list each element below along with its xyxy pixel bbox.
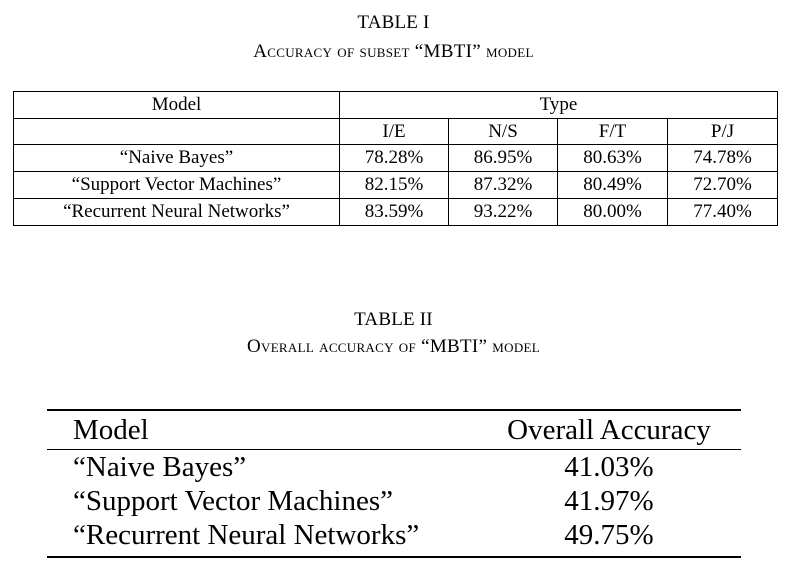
table2-header-accuracy: Overall Accuracy (477, 410, 741, 450)
table1-value-cell: 80.00% (558, 199, 668, 226)
table-row (14, 145, 778, 172)
table1-model-cell: “Naive Bayes” (14, 145, 340, 172)
table2 (47, 409, 741, 558)
table1-header-type: Type (340, 92, 778, 119)
table1-subheader-ie: I/E (340, 119, 449, 145)
table-row (47, 484, 741, 518)
table1-value-cell: 80.63% (558, 145, 668, 172)
table-row (14, 199, 778, 226)
table2-model-cell: “Naive Bayes” (73, 451, 247, 483)
table2-caption: Overall accuracy of “MBTI” model (246, 336, 541, 357)
table1-number: TABLE I (357, 12, 430, 33)
table1-subheader-ns: N/S (449, 119, 558, 145)
table-row (14, 172, 778, 199)
table1-value-cell: 82.15% (340, 172, 449, 199)
table1-value-cell: 77.40% (668, 199, 778, 226)
table2-accuracy-cell: 41.97% (564, 485, 654, 517)
table1-subheader-pj: P/J (668, 119, 778, 145)
table1-header-row (14, 92, 778, 119)
table1-value-cell: 74.78% (668, 145, 778, 172)
table1-subheader-row (14, 119, 778, 145)
table2-accuracy-cell: 49.75% (477, 518, 741, 557)
table1-value-cell: 78.28% (340, 145, 449, 172)
table2-accuracy-cell: 41.03% (564, 451, 654, 483)
table1-value-cell: 87.32% (449, 172, 558, 199)
table1-value-cell: 80.49% (558, 172, 668, 199)
table1-value-cell: 72.70% (668, 172, 778, 199)
table-row (47, 518, 741, 557)
table1-value-cell: 86.95% (449, 145, 558, 172)
table1-caption: Accuracy of subset “MBTI” model (253, 41, 534, 62)
table1 (13, 91, 778, 226)
table2-number: TABLE II (354, 309, 433, 330)
table-row (47, 450, 741, 485)
table1-header-model: Model (14, 92, 340, 119)
table1-model-cell: “Recurrent Neural Networks” (14, 199, 340, 226)
table1-value-cell: 83.59% (340, 199, 449, 226)
table2-model-cell: “Recurrent Neural Networks” (47, 518, 477, 557)
table2-header-row (47, 410, 741, 450)
table1-subheader-ft: F/T (558, 119, 668, 145)
table1-model-cell: “Support Vector Machines” (14, 172, 340, 199)
table1-subheader-empty (14, 119, 340, 145)
table1-value-cell: 93.22% (449, 199, 558, 226)
table2-header-model: Model (47, 410, 477, 450)
table2-model-cell: “Support Vector Machines” (73, 485, 393, 517)
